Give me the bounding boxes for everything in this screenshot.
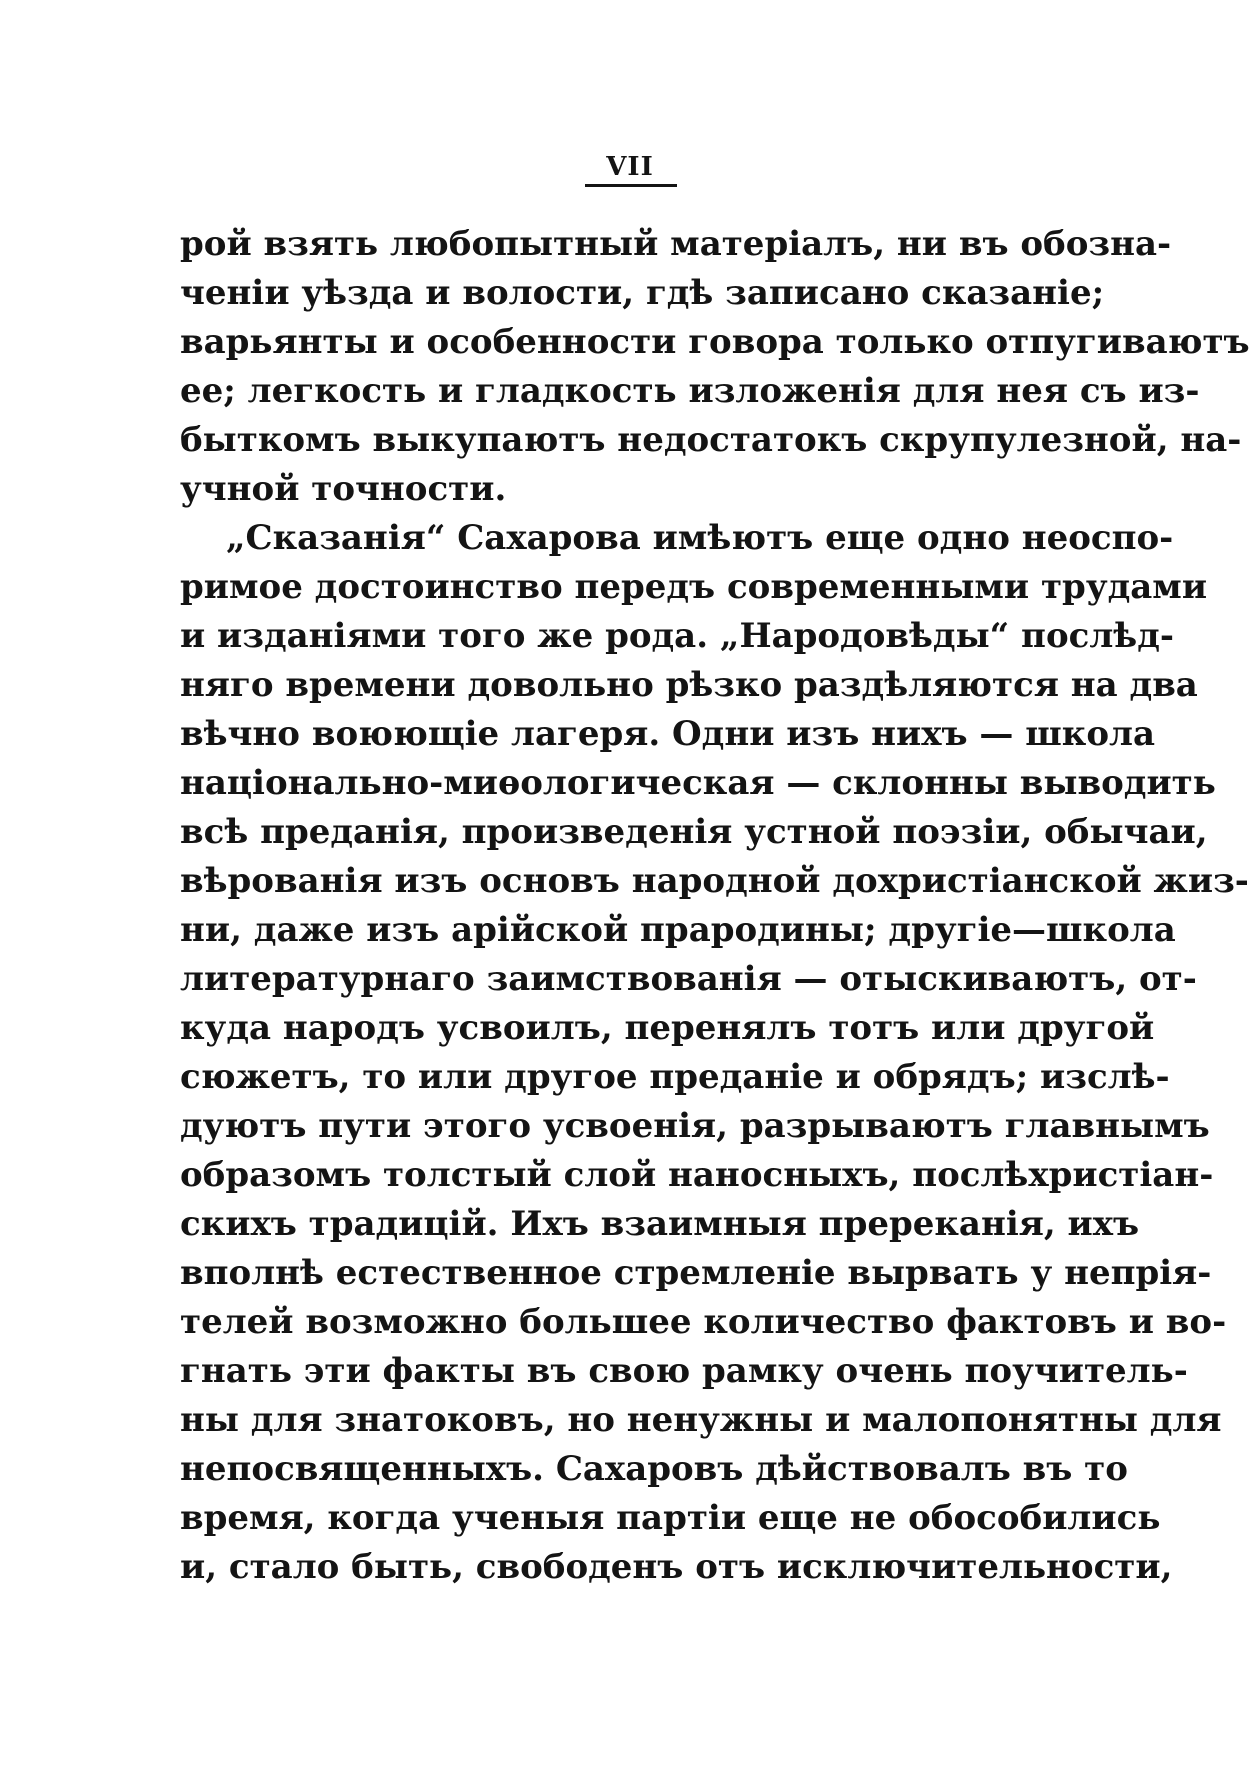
text-line: римое достоинство передъ современными трудами	[180, 567, 1208, 607]
page-number-rule	[585, 184, 677, 187]
text-line: всѣ преданія, произведенія устной поэзіи, обычаи,	[180, 812, 1208, 852]
text-line: время, когда ученыя партіи еще не обособились	[180, 1498, 1161, 1538]
text-line: сюжетъ, то или другое преданіе и обрядъ; изслѣ-	[180, 1057, 1170, 1097]
text-line: гнать эти факты въ свою рамку очень поучитель-	[180, 1351, 1188, 1391]
text-line: быткомъ выкупаютъ недостатокъ скрупулезной, на-	[180, 420, 1242, 460]
text-line: и изданіями того же рода. „Народовѣды“ послѣд-	[180, 616, 1174, 656]
text-line: скихъ традицій. Ихъ взаимныя пререканія, ихъ	[180, 1204, 1140, 1244]
text-line: образомъ толстый слой наносныхъ, послѣхристіан-	[180, 1155, 1214, 1195]
text-line: учной точности.	[180, 469, 507, 509]
paragraph-2	[180, 514, 1249, 1592]
text-line: няго времени довольно рѣзко раздѣляются на два	[180, 665, 1198, 705]
text-line: куда народъ усвоилъ, перенялъ тотъ или другой	[180, 1008, 1155, 1048]
text-line: телей возможно большее количество фактовъ и во-	[180, 1302, 1227, 1342]
text-line: ченіи уѣзда и волости, гдѣ записано сказаніе;	[180, 273, 1105, 313]
text-line: „Сказанія“ Сахарова имѣютъ еще одно неоспо-	[226, 518, 1174, 558]
text-line: вѣчно воюющіе лагеря. Одни изъ нихъ — школа	[180, 714, 1156, 754]
text-line: вѣрованія изъ основъ народной дохристіанской жиз-	[180, 861, 1249, 901]
page-number: VII	[606, 152, 654, 182]
text-line: рой взять любопытный матеріалъ, ни въ обозна-	[180, 224, 1172, 264]
text-line: варьянты и особенности говора только отпугиваютъ	[180, 322, 1250, 362]
text-line: и, стало быть, свободенъ отъ исключительности,	[180, 1547, 1173, 1587]
text-line: вполнѣ естественное стремленіе вырвать у непрія-	[180, 1253, 1212, 1293]
text-line: ее; легкость и гладкость изложенія для нея съ из-	[180, 371, 1200, 411]
text-line: дуютъ пути этого усвоенія, разрываютъ главнымъ	[180, 1106, 1210, 1146]
text-line: ны для знатоковъ, но ненужны и малопонятны для	[180, 1400, 1222, 1440]
text-line: національно-миѳологическая — склонны выводить	[180, 763, 1216, 803]
text-line: литературнаго заимствованія — отыскиваютъ, от-	[180, 959, 1197, 999]
text-line: непосвященныхъ. Сахаровъ дѣйствовалъ въ то	[180, 1449, 1128, 1489]
body-text	[180, 220, 1250, 1592]
text-line: ни, даже изъ арійской прародины; другіе—школа	[180, 910, 1176, 950]
paragraph-1	[180, 220, 1250, 514]
